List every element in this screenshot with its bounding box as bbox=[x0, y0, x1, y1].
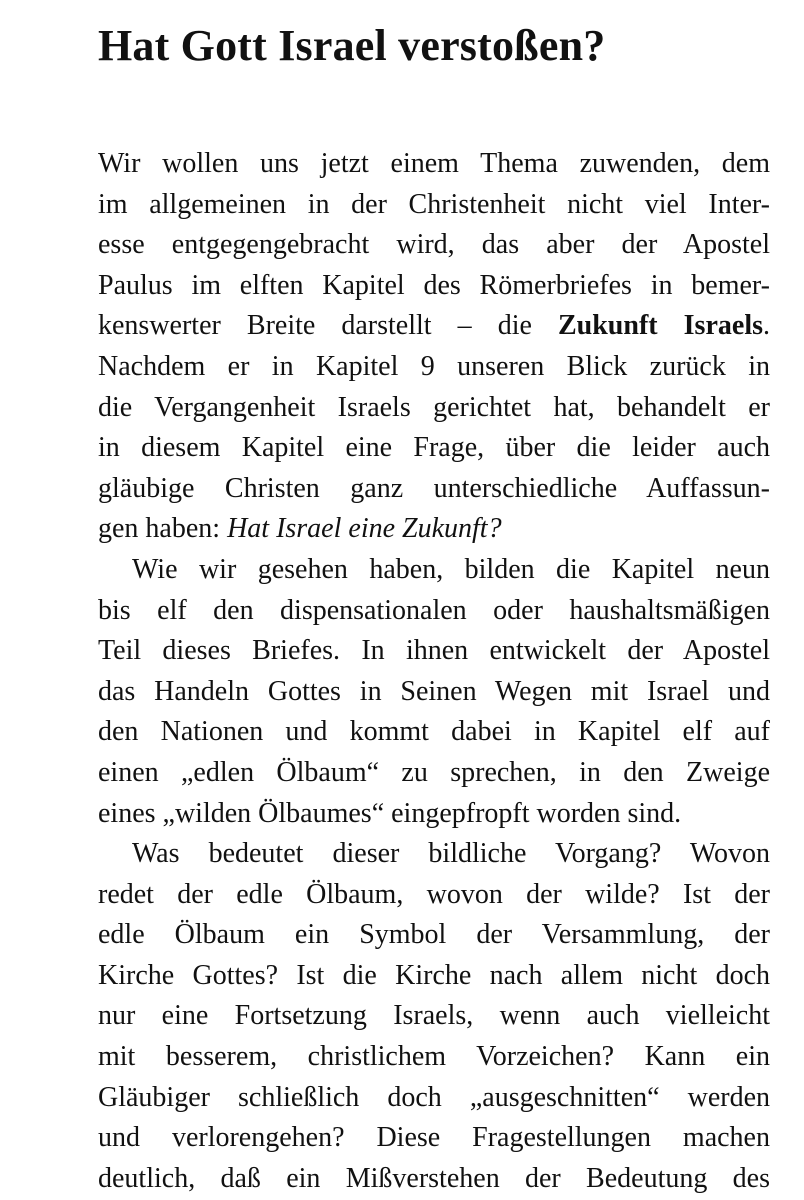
text-line: bis elf den dispensationalen oder haushaltsmäßigen bbox=[98, 594, 770, 626]
text-line: einen „edlen Ölbaum“ zu sprechen, in den Zweige bbox=[98, 756, 770, 788]
text-line: esse entgegengebracht wird, das aber der Apostel bbox=[98, 229, 770, 261]
text-line: eines „wilden Ölbaumes“ eingepfropft worden sind. bbox=[98, 797, 682, 829]
body-text bbox=[98, 144, 770, 1199]
text-line: redet der edle Ölbaum, wovon der wilde? Ist der bbox=[98, 878, 770, 910]
text-line bbox=[98, 509, 770, 550]
text-run: kenswerter Breite darstellt – die bbox=[98, 310, 558, 342]
chapter-title: Hat Gott Israel verstoßen? bbox=[98, 21, 606, 70]
text-run: . bbox=[763, 310, 770, 342]
paragraph-1 bbox=[98, 144, 770, 550]
text-line: Nachdem er in Kapitel 9 unseren Blick zurück in bbox=[98, 350, 770, 382]
text-run: gen haben: bbox=[98, 513, 228, 545]
text-line: Was bedeutet dieser bildliche Vorgang? Wovon bbox=[132, 838, 770, 870]
text-line: und verlorengehen? Diese Fragestellungen machen bbox=[98, 1122, 770, 1154]
emphasis-zukunft-israels: Zukunft Israels bbox=[557, 310, 763, 342]
text-line: in diesem Kapitel eine Frage, über die leider auch bbox=[98, 432, 770, 464]
text-line bbox=[98, 306, 770, 347]
text-line: Paulus im elften Kapitel des Römerbriefes in bemer- bbox=[98, 269, 770, 301]
text-line: gläubige Christen ganz unterschiedliche Auffassun- bbox=[98, 472, 770, 504]
paragraph-2 bbox=[98, 550, 770, 834]
text-line: deutlich, daß ein Mißverstehen der Bedeutung des bbox=[98, 1162, 770, 1194]
text-line: Kirche Gottes? Ist die Kirche nach allem nicht doch bbox=[98, 959, 770, 991]
text-line: den Nationen und kommt dabei in Kapitel elf auf bbox=[98, 716, 770, 748]
text-line: das Handeln Gottes in Seinen Wegen mit Israel und bbox=[98, 675, 770, 707]
text-line: mit besserem, christlichem Vorzeichen? Kann ein bbox=[98, 1041, 770, 1073]
text-line: Teil dieses Briefes. In ihnen entwickelt der Apostel bbox=[98, 635, 770, 667]
text-line: Wie wir gesehen haben, bilden die Kapitel neun bbox=[132, 553, 770, 585]
text-line: Gläubiger schließlich doch „ausgeschnitten“ werden bbox=[98, 1081, 770, 1113]
emphasis-question: Hat Israel eine Zukunft? bbox=[227, 513, 502, 545]
paragraph-3 bbox=[98, 834, 770, 1199]
text-line: die Vergangenheit Israels gerichtet hat, behandelt er bbox=[98, 391, 770, 423]
text-line: Wir wollen uns jetzt einem Thema zuwenden, dem bbox=[98, 148, 770, 179]
text-line: edle Ölbaum ein Symbol der Versammlung, der bbox=[98, 919, 770, 951]
text-line: nur eine Fortsetzung Israels, wenn auch vielleicht bbox=[98, 1000, 770, 1032]
text-line: im allgemeinen in der Christenheit nicht viel Inter- bbox=[98, 188, 770, 220]
